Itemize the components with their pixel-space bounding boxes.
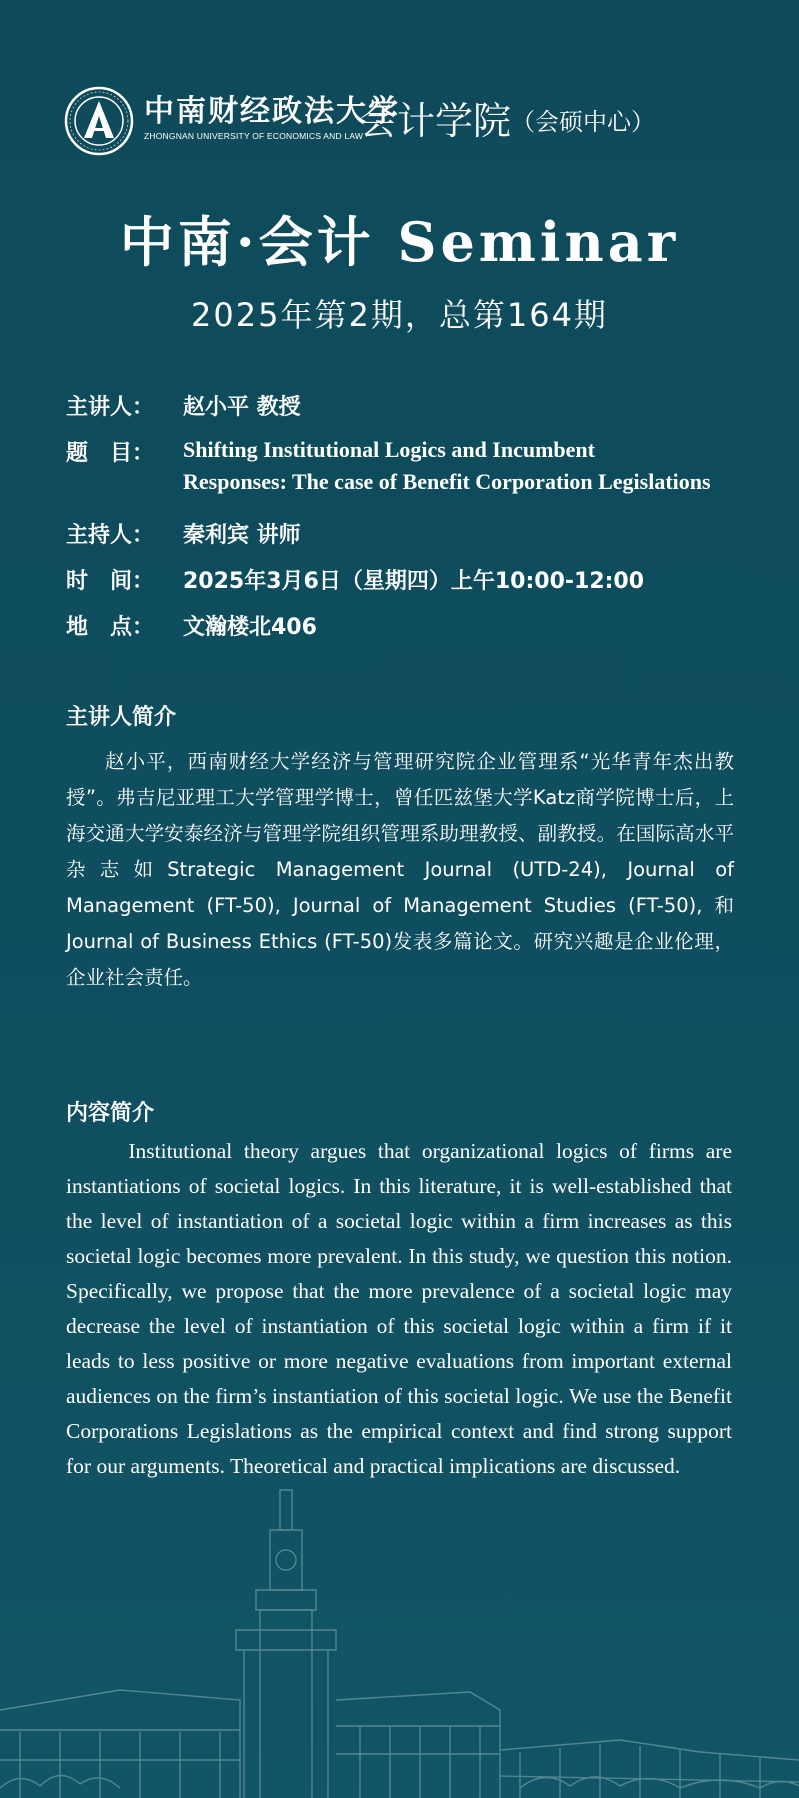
abstract-text: Institutional theory argues that organizational logics of firms are instantiations of societal logics. In this literature, it is well-established that the level of instantiation of a societal logic within a firm increases as this societal logic becomes more prevalent. In this study, we question this notion. Specifically, we propose that the more prevalence of a societal logic may decrease the level of instantiation of this societal logic within a firm if it leads to less positive or more negative evaluations from important external audiences on the firm’s instantiation of this societal logic. We use the Benefit Corporations Legislations as the empirical context and find strong support for our arguments. Theoretical and practical implications are discussed. [66, 1139, 732, 1478]
time-label: 时 间： [66, 569, 155, 594]
host-value: 秦利宾 讲师 [183, 523, 301, 548]
host-label: 主持人： [66, 523, 155, 548]
school-name [359, 90, 655, 145]
school-title: 会计学院 [359, 99, 512, 143]
university-seal-logo [64, 86, 134, 156]
topic-line-2: Responses: The case of Benefit Corporation Legislations [183, 469, 711, 494]
time-value: 2025年3月6日（星期四）上午10:00-12:00 [183, 569, 645, 594]
campus-skyline-illustration [0, 1470, 799, 1798]
abstract-heading: 内容简介 [66, 1101, 155, 1126]
topic-value [183, 434, 711, 498]
issue-number: 2025年第2期，总第164期 [191, 296, 608, 334]
poster-title: 中南·会计 Seminar [119, 210, 680, 274]
topic-line-1: Shifting Institutional Logics and Incumbent [183, 437, 595, 462]
topic-row [66, 436, 786, 518]
speaker-value: 赵小平 教授 [183, 395, 301, 420]
speaker-row [66, 390, 786, 436]
place-row [66, 610, 786, 656]
university-name-en: ZHONGNAN UNIVERSITY OF ECONOMICS AND LAW [144, 131, 364, 141]
abstract [66, 1134, 732, 1484]
place-value: 文瀚楼北406 [183, 615, 317, 640]
topic-label: 题 目： [66, 441, 155, 466]
speaker-bio [66, 744, 734, 996]
school-subtitle: （会硕中心） [511, 108, 656, 136]
time-row [66, 564, 786, 610]
bio-text: 赵小平，西南财经大学经济与管理研究院企业管理系“光华青年杰出教授”。弗吉尼亚理工大学管理学博士，曾任匹兹堡大学Katz商学院博士后，上海交通大学安泰经济与管理学院组织管理系助理教授、副教授。在国际高水平杂志如Strategic Management Journal (UTD-24), Journal of Management (FT-50), Journal of Management Studies (FT-50), 和Journal of Business Ethics (FT-50)发表多篇论文。研究兴趣是企业伦理，企业社会责任。 [66, 750, 734, 989]
host-row [66, 518, 786, 564]
bio-heading: 主讲人简介 [66, 705, 177, 730]
university-name-cn: 中南财经政法大学 [144, 94, 400, 129]
place-label: 地 点： [66, 615, 155, 640]
speaker-label: 主讲人： [66, 395, 155, 420]
seminar-info [66, 390, 786, 656]
header [64, 82, 764, 162]
